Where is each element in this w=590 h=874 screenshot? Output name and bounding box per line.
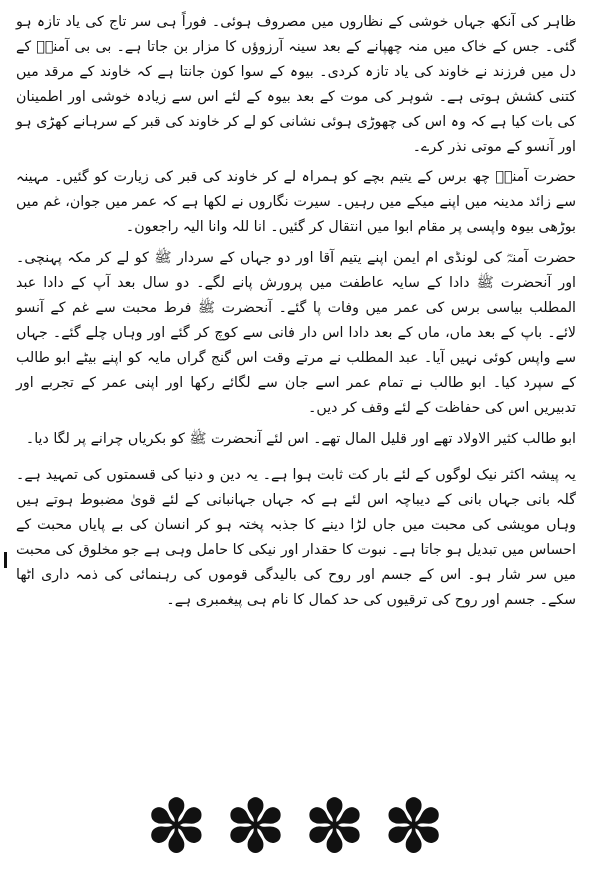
- paragraph-3: حضرت آمنہؓ کی لونڈی ام ایمن اپنے یتیم آقا اور دو جہاں کے سردار ﷺ کو لے کر مکہ پہنچی۔ اور آنحضرت ﷺ دادا کے سایہ عاطفت میں پرورش پانے لگے۔ دو سال بعد آپ کے دادا عبد المطلب بیاسی برس کی عمر میں وفات پا گئے۔ آنحضرت ﷺ فرط محبت سے غم کے آنسو لائے۔ باپ کے بعد ماں، ماں کے بعد دادا اس دار فانی سے کوچ کر گئے اور وہاں چلے گئے۔ جہاں سے واپس کوئی نہیں آیا۔ عبد المطلب نے مرتے وقت اس گنج گراں مایہ کو اپنے بیٹے ابو طالب کے سپرد کیا۔ ابو طالب نے تمام عمر اسے جان سے لگائے رکھا اور اپنی عمر کے تجربے اور تدبیریں اس کی حفاظت کے لئے وقف کر دیں۔: [16, 250, 576, 416]
- paragraph-1: ظاہر کی آنکھ جہاں خوشی کے نظاروں میں مصروف ہوئی۔ فوراً ہی سر تاج کی یاد تازہ ہو گئی۔ جس کے خاک میں منہ چھپانے کے بعد سینہ آرزوؤں کا مزار بن جاتا ہے۔ بی بی آمنہؓ کے دل میں فرزند نے خاوند کی یاد تازہ کردی۔ بیوہ کے سوا کون جانتا ہے کہ خاوند کے مرقد میں کتنی کشش ہوتی ہے۔ شوہر کی موت کے بعد بیوہ کے لئے اس سے زیادہ خوشی اور اطمینان کی بات کیا ہے کہ وہ اس کی چھوڑی ہوئی نشانی کو لے کر خاوند کی قبر کے سرہانے کھڑی ہو اور آنسو کے موتی نذر کرے۔: [16, 14, 576, 155]
- asterism-star-icon: ✽: [145, 784, 208, 870]
- section-ornament: [0, 784, 590, 870]
- paragraph-2: حضرت آمنہؓ چھ برس کے یتیم بچے کو ہمراہ لے کر خاوند کی قبر کی زیارت کو گئیں۔ مہینہ سے زائد مدینہ میں اپنے میکے میں رہیں۔ سیرت نگاروں نے لکھا ہے کہ عمر میں جوان، غم میں بوڑھی بیوہ واپسی پر مقام ابوا میں انتقال کر گئیں۔ انا للہ وانا الیہ راجعون۔: [16, 169, 576, 236]
- margin-rule: [4, 552, 7, 568]
- paragraph-4: ابو طالب کثیر الاولاد تھے اور قلیل المال تھے۔ اس لئے آنحضرت ﷺ کو بکریاں چرانے پر لگا دیا۔: [25, 430, 576, 447]
- page-body: [16, 10, 576, 619]
- asterism-star-icon: ✽: [224, 784, 287, 870]
- paragraph-5: یہ پیشہ اکثر نیک لوگوں کے لئے بار کت ثابت ہوا ہے۔ یہ دین و دنیا کی قسمتوں کی تمہید ہے۔ گلہ بانی جہاں بانی کے دیباچہ اس لئے ہے کہ جہاں جہانبانی کے لئے قویٰ مضبوط ہوتے ہیں وہاں مویشی کی محبت میں جاں لڑا دینے کا جذبہ پختہ ہو کر انسان کی بے پایاں محبت کے احساس میں تبدیل ہو جاتا ہے۔ نبوت کا حقدار اور نیکی کا حامل وہی ہے جو مخلوق کی محبت میں سر شار ہو۔ اس کے جسم اور روح کی بالیدگی قوموں کی رہنمائی کی ذمہ داری اٹھا سکے۔ جسم اور روح کی ترقیوں کی حد کمال کا نام ہی پیغمبری ہے۔: [16, 467, 576, 608]
- asterism-star-icon: ✽: [303, 784, 366, 870]
- asterism-star-icon: ✽: [382, 784, 445, 870]
